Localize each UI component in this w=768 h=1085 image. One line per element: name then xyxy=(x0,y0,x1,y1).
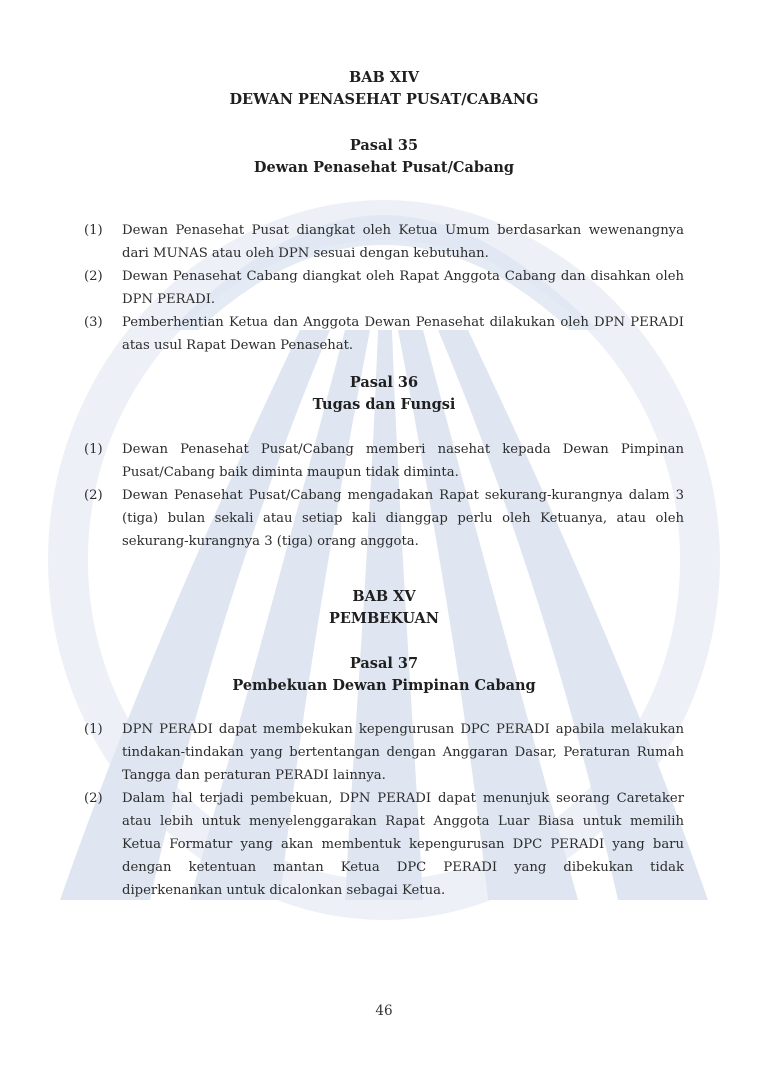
item-text: Dalam hal terjadi pembekuan, DPN PERADI dapat menunjuk seorang Caretaker atau lebih untuk menyelenggarakan Rapat Anggota Luar Biasa untuk memilih Ketua Formatur yang akan membentuk kepengurusan DPC PERADI yang baru dengan ketentuan mantan Ketua DPC PERADI yang dibekukan tidak diperkenankan untuk dicalonkan sebagai Ketua. xyxy=(122,791,684,898)
list-item xyxy=(84,311,684,357)
article-title: Pembekuan Dewan Pimpinan Cabang xyxy=(232,677,536,694)
chapter-title: PEMBEKUAN xyxy=(328,610,440,627)
item-number: (3) xyxy=(84,315,103,330)
item-number: (1) xyxy=(84,442,103,457)
item-text: Dewan Penasehat Pusat/Cabang memberi nasehat kepada Dewan Pimpinan Pusat/Cabang baik diminta maupun tidak diminta. xyxy=(122,442,684,480)
item-text: Pemberhentian Ketua dan Anggota Dewan Penasehat dilakukan oleh DPN PERADI atas usul Rapat Dewan Penasehat. xyxy=(122,315,684,353)
list-item xyxy=(84,718,684,787)
page-number: 46 xyxy=(375,1003,393,1019)
article-36-list xyxy=(84,438,684,553)
article-label: Pasal 36 xyxy=(349,374,419,391)
list-item xyxy=(84,219,684,265)
item-number: (2) xyxy=(84,269,103,284)
article-title: Dewan Penasehat Pusat/Cabang xyxy=(253,159,515,176)
chapter-label: BAB XIV xyxy=(348,69,420,86)
chapter-label: BAB XV xyxy=(352,588,416,605)
list-item xyxy=(84,787,684,902)
article-title: Tugas dan Fungsi xyxy=(312,396,456,413)
chapter-title: DEWAN PENASEHAT PUSAT/CABANG xyxy=(229,91,539,108)
item-number: (2) xyxy=(84,488,103,503)
item-number: (2) xyxy=(84,791,103,806)
article-label: Pasal 35 xyxy=(349,137,419,154)
item-number: (1) xyxy=(84,223,103,238)
article-37-list xyxy=(84,718,684,902)
item-text: DPN PERADI dapat membekukan kepengurusan DPC PERADI apabila melakukan tindakan-tindakan yang bertentangan dengan Anggaran Dasar, Peraturan Rumah Tangga dan peraturan PERADI lainnya. xyxy=(122,722,684,783)
item-text: Dewan Penasehat Pusat/Cabang mengadakan Rapat sekurang-kurangnya dalam 3 (tiga) bulan sekali atau setiap kali dianggap perlu oleh Ketuanya, atau oleh sekurang-kurangnya 3 (tiga) orang anggota. xyxy=(122,488,684,549)
item-number: (1) xyxy=(84,722,103,737)
item-text: Dewan Penasehat Cabang diangkat oleh Rapat Anggota Cabang dan disahkan oleh DPN PERADI. xyxy=(122,269,684,307)
list-item xyxy=(84,484,684,553)
list-item xyxy=(84,265,684,311)
article-35-list xyxy=(84,219,684,357)
list-item xyxy=(84,438,684,484)
article-label: Pasal 37 xyxy=(349,655,419,672)
item-text: Dewan Penasehat Pusat diangkat oleh Ketua Umum berdasarkan wewenangnya dari MUNAS atau oleh DPN sesuai dengan kebutuhan. xyxy=(122,223,684,261)
